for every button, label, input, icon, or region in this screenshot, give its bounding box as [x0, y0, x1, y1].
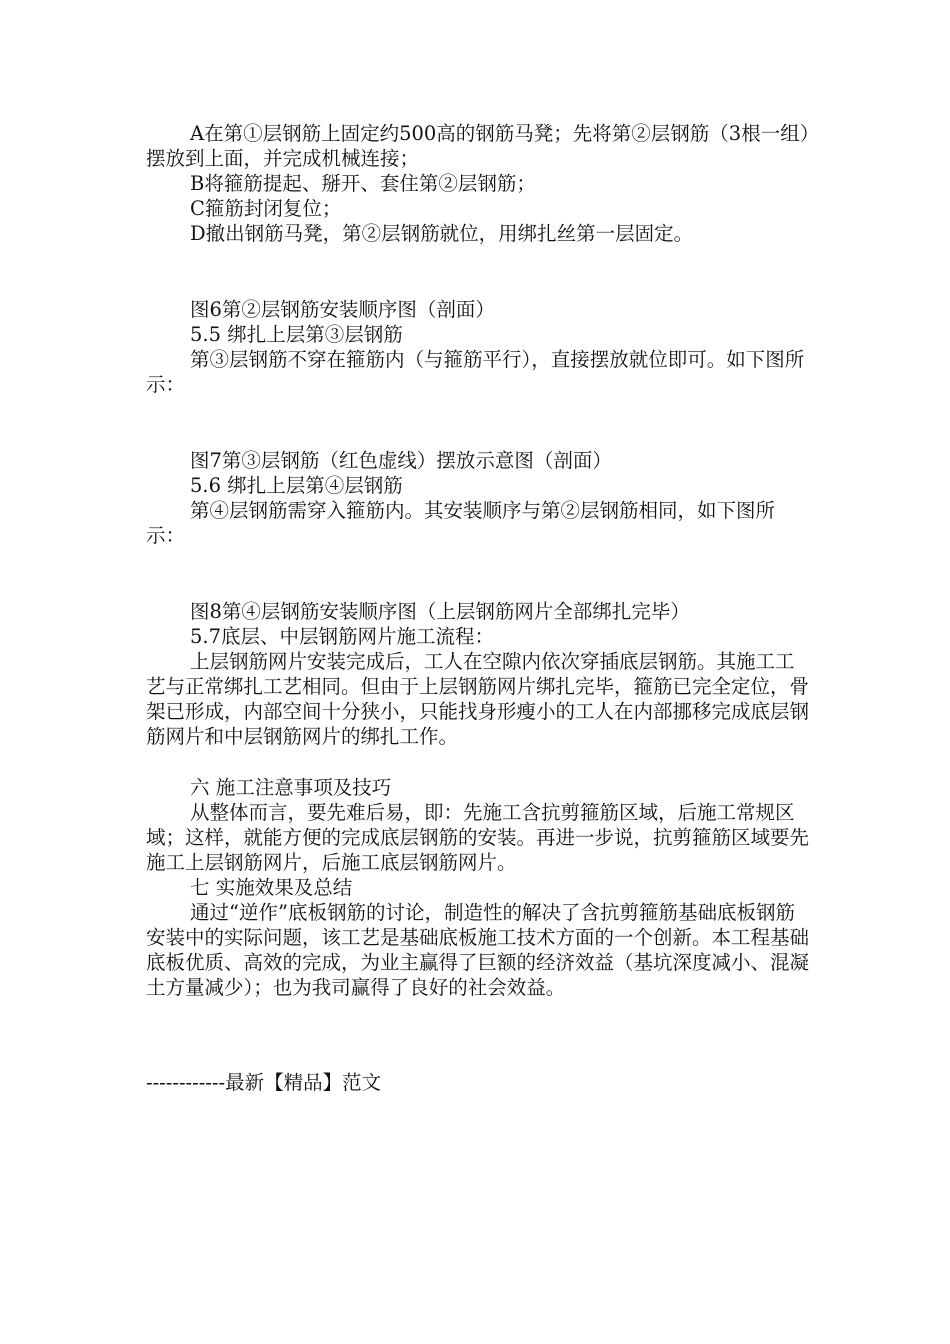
section-5-7-heading: 5.7底层、中层钢筋网片施工流程：	[190, 625, 495, 648]
section-7-text: 通过“逆作”底板钢筋的讨论，制造性的解决了含抗剪箍筋基础底板钢筋安装中的实际问题，该工艺是基础底板施工技术方面的一个创新。本工程基础底板优质、高效的完成，为业主赢得了巨额的经济效益（基坑深度减小、混凝土方量减少）；也为我司赢得了良好的社会效益。	[146, 901, 810, 999]
section-5-5-heading: 5.5 绑扎上层第③层钢筋	[190, 323, 403, 346]
figure-8-caption: 图8第④层钢筋安装顺序图（上层钢筋网片全部绑扎完毕）	[190, 600, 690, 623]
section-5-6-text: 第④层钢筋需穿入箍筋内。其安装顺序与第②层钢筋相同，如下图所示：	[146, 499, 776, 547]
figure-6-caption: 图6第②层钢筋安装顺序图（剖面）	[190, 298, 495, 321]
section-5-6-heading: 5.6 绑扎上层第④层钢筋	[190, 474, 403, 497]
figure-8-placeholder	[146, 548, 810, 599]
figure-6-placeholder	[146, 246, 810, 297]
footer-tagline: ------------最新【精品】范文	[146, 1071, 382, 1094]
section-6-heading: 六 施工注意事项及技巧	[190, 776, 392, 799]
step-a-text: A在第①层钢筋上固定约500高的钢筋马凳；先将第②层钢筋（3根一组）摆放到上面，并完成机械连接；	[146, 122, 810, 170]
section-6-text: 从整体而言，要先难后易，即：先施工含抗剪箍筋区域，后施工常规区域；这样，就能方便的完成底层钢筋的安装。再进一步说，抗剪箍筋区域要先施工上层钢筋网片，后施工底层钢筋网片。	[146, 801, 810, 874]
section-5-7-text: 上层钢筋网片安装完成后，工人在空隙内依次穿插底层钢筋。其施工工艺与正常绑扎工艺相同。但由于上层钢筋网片绑扎完毕，箍筋已完全定位，骨架已形成，内部空间十分狭小，只能找身形瘦小的工人在内部挪移完成底层钢筋网片和中层钢筋网片的绑扎工作。	[146, 650, 810, 748]
document-body	[146, 121, 810, 1000]
step-c-text: C箍筋封闭复位；	[190, 197, 342, 220]
step-b-text: B将箍筋提起、掰开、套住第②层钢筋；	[190, 172, 536, 195]
section-7-heading: 七 实施效果及总结	[190, 876, 353, 899]
figure-7-caption: 图7第③层钢筋（红色虚线）摆放示意图（剖面）	[190, 449, 612, 472]
section-spacer	[146, 749, 810, 775]
figure-7-placeholder	[146, 397, 810, 448]
section-5-5-text: 第③层钢筋不穿在箍筋内（与箍筋平行），直接摆放就位即可。如下图所示：	[146, 348, 805, 396]
step-d-text: D撤出钢筋马凳，第②层钢筋就位，用绑扎丝第一层固定。	[190, 222, 694, 245]
